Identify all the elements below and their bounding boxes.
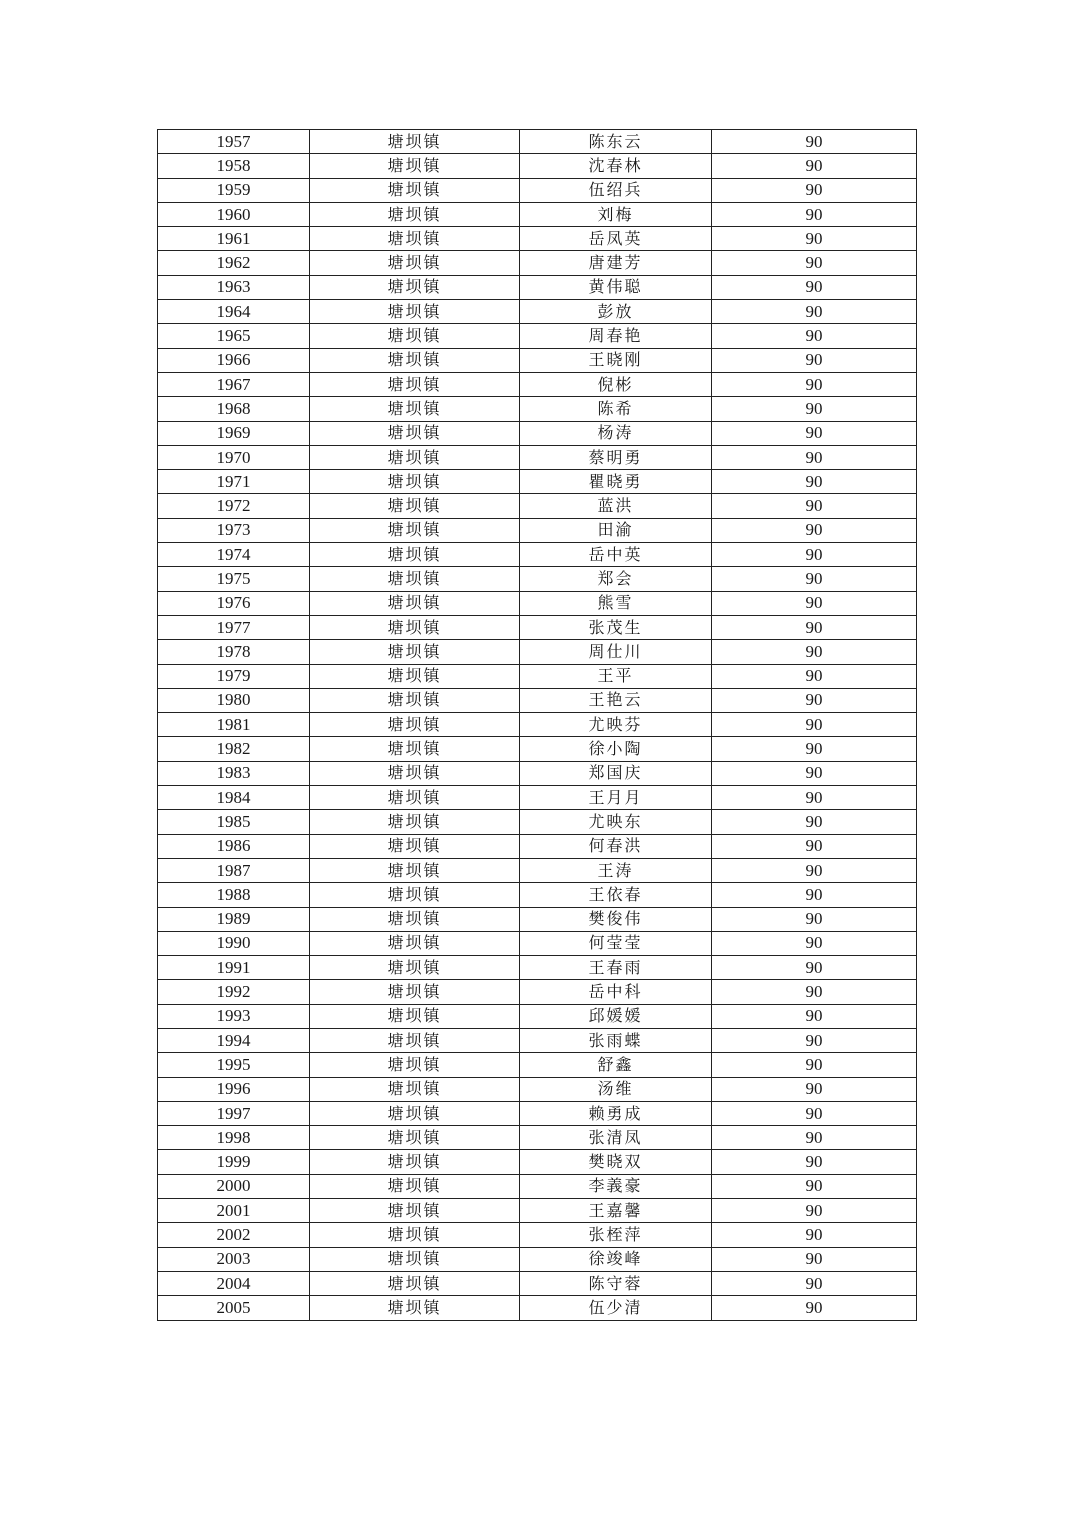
table-row xyxy=(158,810,917,834)
person-name-cell: 陈东云 xyxy=(520,130,712,154)
serial-number-cell: 2000 xyxy=(158,1174,310,1198)
amount-cell: 90 xyxy=(712,300,917,324)
table-row xyxy=(158,883,917,907)
table-row xyxy=(158,567,917,591)
amount-cell: 90 xyxy=(712,1199,917,1223)
person-name-cell: 张茂生 xyxy=(520,615,712,639)
town-cell: 塘坝镇 xyxy=(310,324,520,348)
person-name-cell: 伍少清 xyxy=(520,1296,712,1320)
table-row xyxy=(158,324,917,348)
serial-number-cell: 1998 xyxy=(158,1126,310,1150)
table-row xyxy=(158,1053,917,1077)
amount-cell: 90 xyxy=(712,1223,917,1247)
person-name-cell: 蔡明勇 xyxy=(520,445,712,469)
serial-number-cell: 1987 xyxy=(158,858,310,882)
person-name-cell: 杨涛 xyxy=(520,421,712,445)
amount-cell: 90 xyxy=(712,227,917,251)
amount-cell: 90 xyxy=(712,494,917,518)
town-cell: 塘坝镇 xyxy=(310,1053,520,1077)
amount-cell: 90 xyxy=(712,567,917,591)
town-cell: 塘坝镇 xyxy=(310,445,520,469)
amount-cell: 90 xyxy=(712,688,917,712)
person-name-cell: 郑会 xyxy=(520,567,712,591)
table-row xyxy=(158,1077,917,1101)
town-cell: 塘坝镇 xyxy=(310,1223,520,1247)
town-cell: 塘坝镇 xyxy=(310,956,520,980)
amount-cell: 90 xyxy=(712,664,917,688)
table-row xyxy=(158,1004,917,1028)
person-name-cell: 黄伟聪 xyxy=(520,275,712,299)
amount-cell: 90 xyxy=(712,1028,917,1052)
serial-number-cell: 1961 xyxy=(158,227,310,251)
amount-cell: 90 xyxy=(712,883,917,907)
amount-cell: 90 xyxy=(712,1101,917,1125)
serial-number-cell: 1968 xyxy=(158,397,310,421)
amount-cell: 90 xyxy=(712,1077,917,1101)
table-row xyxy=(158,1101,917,1125)
table-row xyxy=(158,1028,917,1052)
amount-cell: 90 xyxy=(712,761,917,785)
person-name-cell: 舒鑫 xyxy=(520,1053,712,1077)
serial-number-cell: 1957 xyxy=(158,130,310,154)
table-row xyxy=(158,202,917,226)
person-name-cell: 瞿晓勇 xyxy=(520,470,712,494)
amount-cell: 90 xyxy=(712,1004,917,1028)
person-name-cell: 岳中英 xyxy=(520,543,712,567)
person-name-cell: 沈春林 xyxy=(520,154,712,178)
table-row xyxy=(158,1150,917,1174)
serial-number-cell: 1989 xyxy=(158,907,310,931)
table-row xyxy=(158,1271,917,1295)
serial-number-cell: 1964 xyxy=(158,300,310,324)
serial-number-cell: 1980 xyxy=(158,688,310,712)
person-name-cell: 王艳云 xyxy=(520,688,712,712)
person-name-cell: 徐竣峰 xyxy=(520,1247,712,1271)
serial-number-cell: 2003 xyxy=(158,1247,310,1271)
table-row xyxy=(158,154,917,178)
table-row xyxy=(158,543,917,567)
person-name-cell: 王涛 xyxy=(520,858,712,882)
table-row xyxy=(158,761,917,785)
table-row xyxy=(158,397,917,421)
table-row xyxy=(158,1296,917,1320)
table-row xyxy=(158,737,917,761)
town-cell: 塘坝镇 xyxy=(310,1077,520,1101)
town-cell: 塘坝镇 xyxy=(310,470,520,494)
amount-cell: 90 xyxy=(712,1126,917,1150)
person-name-cell: 张雨蝶 xyxy=(520,1028,712,1052)
serial-number-cell: 1971 xyxy=(158,470,310,494)
person-name-cell: 王晓刚 xyxy=(520,348,712,372)
person-name-cell: 赖勇成 xyxy=(520,1101,712,1125)
town-cell: 塘坝镇 xyxy=(310,372,520,396)
serial-number-cell: 1978 xyxy=(158,640,310,664)
amount-cell: 90 xyxy=(712,834,917,858)
serial-number-cell: 1988 xyxy=(158,883,310,907)
town-cell: 塘坝镇 xyxy=(310,713,520,737)
town-cell: 塘坝镇 xyxy=(310,227,520,251)
serial-number-cell: 1981 xyxy=(158,713,310,737)
serial-number-cell: 1960 xyxy=(158,202,310,226)
amount-cell: 90 xyxy=(712,445,917,469)
amount-cell: 90 xyxy=(712,154,917,178)
serial-number-cell: 1992 xyxy=(158,980,310,1004)
amount-cell: 90 xyxy=(712,275,917,299)
table-row xyxy=(158,421,917,445)
table-row xyxy=(158,713,917,737)
amount-cell: 90 xyxy=(712,372,917,396)
amount-cell: 90 xyxy=(712,615,917,639)
amount-cell: 90 xyxy=(712,1174,917,1198)
table-row xyxy=(158,786,917,810)
person-name-cell: 熊雪 xyxy=(520,591,712,615)
town-cell: 塘坝镇 xyxy=(310,1199,520,1223)
serial-number-cell: 1990 xyxy=(158,931,310,955)
serial-number-cell: 1958 xyxy=(158,154,310,178)
town-cell: 塘坝镇 xyxy=(310,858,520,882)
town-cell: 塘坝镇 xyxy=(310,688,520,712)
person-name-cell: 尤映东 xyxy=(520,810,712,834)
amount-cell: 90 xyxy=(712,1053,917,1077)
amount-cell: 90 xyxy=(712,324,917,348)
amount-cell: 90 xyxy=(712,518,917,542)
serial-number-cell: 1967 xyxy=(158,372,310,396)
table-row xyxy=(158,518,917,542)
serial-number-cell: 1979 xyxy=(158,664,310,688)
person-name-cell: 王春雨 xyxy=(520,956,712,980)
amount-cell: 90 xyxy=(712,348,917,372)
person-name-cell: 唐建芳 xyxy=(520,251,712,275)
serial-number-cell: 1996 xyxy=(158,1077,310,1101)
town-cell: 塘坝镇 xyxy=(310,907,520,931)
serial-number-cell: 1975 xyxy=(158,567,310,591)
town-cell: 塘坝镇 xyxy=(310,761,520,785)
serial-number-cell: 2005 xyxy=(158,1296,310,1320)
person-name-cell: 王平 xyxy=(520,664,712,688)
table-row xyxy=(158,907,917,931)
serial-number-cell: 2001 xyxy=(158,1199,310,1223)
amount-cell: 90 xyxy=(712,810,917,834)
person-name-cell: 汤维 xyxy=(520,1077,712,1101)
town-cell: 塘坝镇 xyxy=(310,130,520,154)
person-name-cell: 陈希 xyxy=(520,397,712,421)
town-cell: 塘坝镇 xyxy=(310,615,520,639)
table-row xyxy=(158,931,917,955)
person-name-cell: 刘梅 xyxy=(520,202,712,226)
person-name-cell: 樊晓双 xyxy=(520,1150,712,1174)
serial-number-cell: 1969 xyxy=(158,421,310,445)
roster-table xyxy=(157,129,917,1321)
town-cell: 塘坝镇 xyxy=(310,883,520,907)
table-row xyxy=(158,445,917,469)
person-name-cell: 岳凤英 xyxy=(520,227,712,251)
amount-cell: 90 xyxy=(712,251,917,275)
person-name-cell: 张清凤 xyxy=(520,1126,712,1150)
table-row xyxy=(158,1223,917,1247)
serial-number-cell: 1991 xyxy=(158,956,310,980)
amount-cell: 90 xyxy=(712,907,917,931)
town-cell: 塘坝镇 xyxy=(310,980,520,1004)
table-row xyxy=(158,494,917,518)
amount-cell: 90 xyxy=(712,591,917,615)
table-row xyxy=(158,980,917,1004)
roster-table-body xyxy=(158,130,917,1321)
town-cell: 塘坝镇 xyxy=(310,640,520,664)
town-cell: 塘坝镇 xyxy=(310,494,520,518)
town-cell: 塘坝镇 xyxy=(310,202,520,226)
amount-cell: 90 xyxy=(712,640,917,664)
town-cell: 塘坝镇 xyxy=(310,154,520,178)
amount-cell: 90 xyxy=(712,470,917,494)
town-cell: 塘坝镇 xyxy=(310,1028,520,1052)
amount-cell: 90 xyxy=(712,202,917,226)
person-name-cell: 蓝洪 xyxy=(520,494,712,518)
table-row xyxy=(158,1126,917,1150)
town-cell: 塘坝镇 xyxy=(310,1004,520,1028)
serial-number-cell: 1986 xyxy=(158,834,310,858)
person-name-cell: 王嘉馨 xyxy=(520,1199,712,1223)
table-row xyxy=(158,251,917,275)
amount-cell: 90 xyxy=(712,421,917,445)
serial-number-cell: 1984 xyxy=(158,786,310,810)
amount-cell: 90 xyxy=(712,130,917,154)
person-name-cell: 彭放 xyxy=(520,300,712,324)
town-cell: 塘坝镇 xyxy=(310,664,520,688)
town-cell: 塘坝镇 xyxy=(310,348,520,372)
serial-number-cell: 1970 xyxy=(158,445,310,469)
table-row xyxy=(158,470,917,494)
town-cell: 塘坝镇 xyxy=(310,275,520,299)
town-cell: 塘坝镇 xyxy=(310,178,520,202)
serial-number-cell: 1972 xyxy=(158,494,310,518)
person-name-cell: 郑国庆 xyxy=(520,761,712,785)
person-name-cell: 樊俊伟 xyxy=(520,907,712,931)
amount-cell: 90 xyxy=(712,956,917,980)
person-name-cell: 李義豪 xyxy=(520,1174,712,1198)
person-name-cell: 田渝 xyxy=(520,518,712,542)
table-row xyxy=(158,178,917,202)
table-row xyxy=(158,591,917,615)
serial-number-cell: 1963 xyxy=(158,275,310,299)
town-cell: 塘坝镇 xyxy=(310,1150,520,1174)
serial-number-cell: 1973 xyxy=(158,518,310,542)
table-row xyxy=(158,834,917,858)
table-row xyxy=(158,640,917,664)
amount-cell: 90 xyxy=(712,1271,917,1295)
person-name-cell: 周春艳 xyxy=(520,324,712,348)
town-cell: 塘坝镇 xyxy=(310,737,520,761)
table-row xyxy=(158,688,917,712)
amount-cell: 90 xyxy=(712,980,917,1004)
serial-number-cell: 1999 xyxy=(158,1150,310,1174)
amount-cell: 90 xyxy=(712,397,917,421)
person-name-cell: 陈守蓉 xyxy=(520,1271,712,1295)
person-name-cell: 倪彬 xyxy=(520,372,712,396)
town-cell: 塘坝镇 xyxy=(310,518,520,542)
town-cell: 塘坝镇 xyxy=(310,834,520,858)
amount-cell: 90 xyxy=(712,713,917,737)
table-row xyxy=(158,300,917,324)
person-name-cell: 王依春 xyxy=(520,883,712,907)
town-cell: 塘坝镇 xyxy=(310,810,520,834)
table-row xyxy=(158,130,917,154)
amount-cell: 90 xyxy=(712,178,917,202)
serial-number-cell: 1976 xyxy=(158,591,310,615)
table-row xyxy=(158,615,917,639)
table-row xyxy=(158,858,917,882)
serial-number-cell: 1995 xyxy=(158,1053,310,1077)
serial-number-cell: 1965 xyxy=(158,324,310,348)
town-cell: 塘坝镇 xyxy=(310,397,520,421)
person-name-cell: 王月月 xyxy=(520,786,712,810)
serial-number-cell: 1982 xyxy=(158,737,310,761)
serial-number-cell: 1993 xyxy=(158,1004,310,1028)
person-name-cell: 张桎萍 xyxy=(520,1223,712,1247)
person-name-cell: 何春洪 xyxy=(520,834,712,858)
amount-cell: 90 xyxy=(712,1247,917,1271)
table-row xyxy=(158,275,917,299)
table-row xyxy=(158,664,917,688)
table-row xyxy=(158,1174,917,1198)
table-row xyxy=(158,1247,917,1271)
town-cell: 塘坝镇 xyxy=(310,591,520,615)
serial-number-cell: 1997 xyxy=(158,1101,310,1125)
town-cell: 塘坝镇 xyxy=(310,786,520,810)
town-cell: 塘坝镇 xyxy=(310,1296,520,1320)
amount-cell: 90 xyxy=(712,737,917,761)
town-cell: 塘坝镇 xyxy=(310,1271,520,1295)
town-cell: 塘坝镇 xyxy=(310,1174,520,1198)
town-cell: 塘坝镇 xyxy=(310,1247,520,1271)
table-row xyxy=(158,372,917,396)
serial-number-cell: 1959 xyxy=(158,178,310,202)
person-name-cell: 伍绍兵 xyxy=(520,178,712,202)
serial-number-cell: 2004 xyxy=(158,1271,310,1295)
amount-cell: 90 xyxy=(712,858,917,882)
amount-cell: 90 xyxy=(712,543,917,567)
serial-number-cell: 1983 xyxy=(158,761,310,785)
town-cell: 塘坝镇 xyxy=(310,300,520,324)
person-name-cell: 徐小陶 xyxy=(520,737,712,761)
amount-cell: 90 xyxy=(712,786,917,810)
serial-number-cell: 1994 xyxy=(158,1028,310,1052)
serial-number-cell: 1966 xyxy=(158,348,310,372)
person-name-cell: 何莹莹 xyxy=(520,931,712,955)
amount-cell: 90 xyxy=(712,931,917,955)
table-row xyxy=(158,956,917,980)
person-name-cell: 尤映芬 xyxy=(520,713,712,737)
table-row xyxy=(158,227,917,251)
serial-number-cell: 1974 xyxy=(158,543,310,567)
serial-number-cell: 1977 xyxy=(158,615,310,639)
town-cell: 塘坝镇 xyxy=(310,251,520,275)
amount-cell: 90 xyxy=(712,1296,917,1320)
person-name-cell: 岳中科 xyxy=(520,980,712,1004)
town-cell: 塘坝镇 xyxy=(310,1101,520,1125)
serial-number-cell: 2002 xyxy=(158,1223,310,1247)
table-row xyxy=(158,1199,917,1223)
town-cell: 塘坝镇 xyxy=(310,931,520,955)
table-row xyxy=(158,348,917,372)
town-cell: 塘坝镇 xyxy=(310,1126,520,1150)
town-cell: 塘坝镇 xyxy=(310,567,520,591)
serial-number-cell: 1962 xyxy=(158,251,310,275)
amount-cell: 90 xyxy=(712,1150,917,1174)
serial-number-cell: 1985 xyxy=(158,810,310,834)
person-name-cell: 周仕川 xyxy=(520,640,712,664)
town-cell: 塘坝镇 xyxy=(310,543,520,567)
person-name-cell: 邱媛媛 xyxy=(520,1004,712,1028)
town-cell: 塘坝镇 xyxy=(310,421,520,445)
